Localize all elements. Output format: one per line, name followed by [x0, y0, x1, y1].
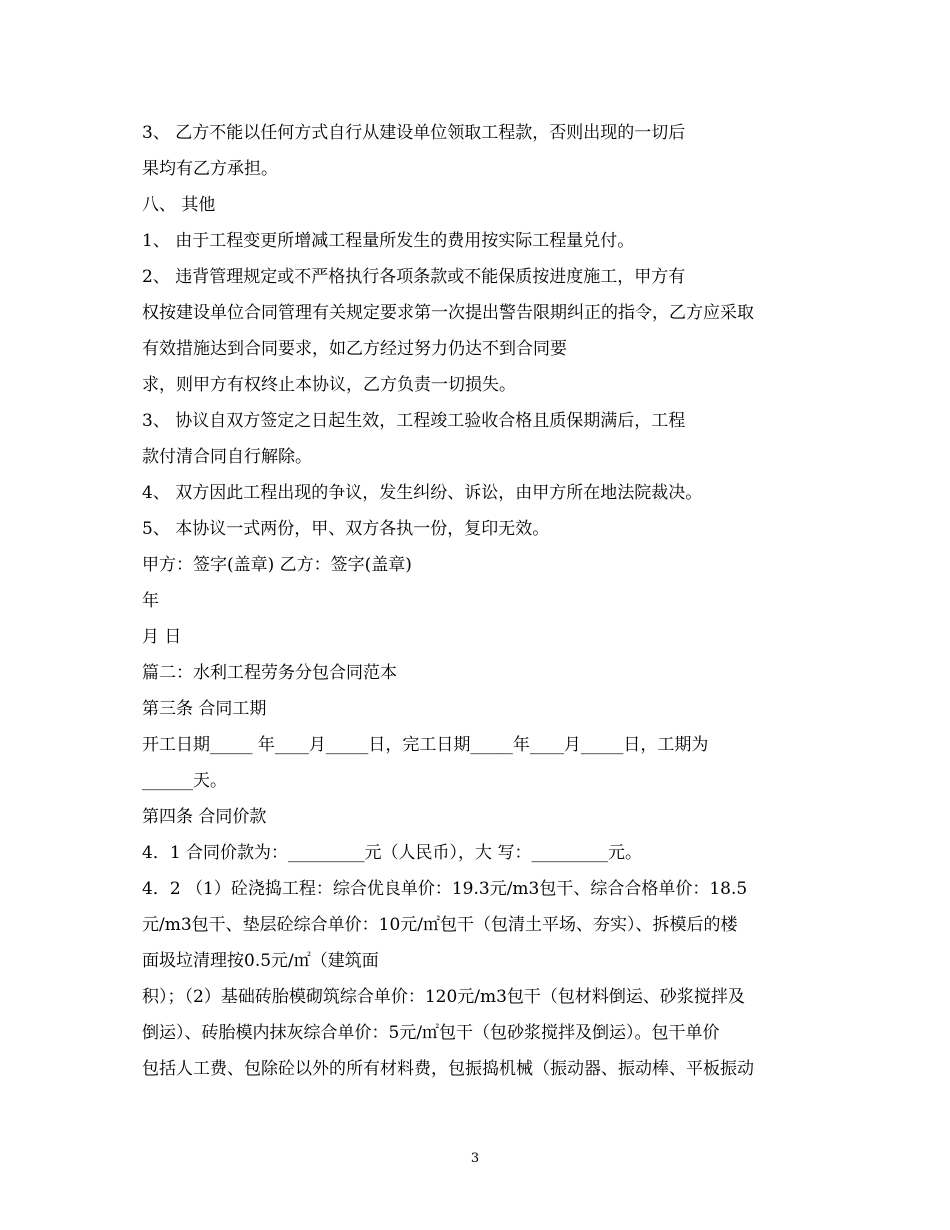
text-line: 开工日期_____ 年____月_____日，完工日期_____年____月_____日，工期为	[142, 735, 709, 755]
text-line: 包括人工费、包除砼以外的所有材料费，包振捣机械（振动器、振动棒、平板振动	[142, 1059, 754, 1079]
text-line: 权按建设单位合同管理有关规定要求第一次提出警告限期纠正的指令，乙方应采取	[142, 303, 754, 323]
text-line: 有效措施达到合同要求，如乙方经过努力仍达不到合同要	[142, 339, 567, 359]
text-line: 5、 本协议一式两份，甲、双方各执一份，复印无效。	[142, 519, 550, 539]
text-line: 3、 协议自双方签定之日起生效，工程竣工验收合格且质保期满后，工程	[142, 411, 686, 431]
signature-line: 甲方：签字(盖章) 乙方：签字(盖章)	[142, 555, 412, 575]
text-line: 款付清合同自行解除。	[142, 447, 312, 467]
text-line: ______天。	[142, 771, 227, 791]
text-line: 4．1 合同价款为：_________元（人民币），大 写：_________元。	[142, 843, 642, 863]
text-line: 4、 双方因此工程出现的争议，发生纠纷、诉讼，由甲方所在地法院裁决。	[142, 483, 703, 503]
text-line: 3、 乙方不能以任何方式自行从建设单位领取工程款，否则出现的一切后	[142, 123, 686, 143]
text-line: 1、 由于工程变更所增减工程量所发生的费用按实际工程量兑付。	[142, 231, 635, 251]
text-line: 2、 违背管理规定或不严格执行各项条款或不能保质按进度施工，甲方有	[142, 267, 686, 287]
date-month-day: 月 日	[142, 627, 182, 647]
page-number: 3	[470, 1151, 480, 1166]
article-heading: 第三条 合同工期	[142, 699, 267, 719]
section-heading: 八、 其他	[142, 195, 216, 215]
article-heading: 第四条 合同价款	[142, 807, 267, 827]
text-line: 4．2 （1）砼浇捣工程：综合优良单价：19.3元/m3包干、综合合格单价：18.5	[142, 879, 748, 899]
text-line: 求，则甲方有权终止本协议，乙方负责一切损失。	[142, 375, 516, 395]
text-line: 积）；（2）基础砖胎模砌筑综合单价：120元/m3包干（包材料倒运、砂浆搅拌及	[142, 987, 745, 1007]
text-line: 倒运）、砖胎模内抹灰综合单价：5元/㎡包干（包砂浆搅拌及倒运）。包干单价	[142, 1023, 720, 1043]
text-line: 果均有乙方承担。	[142, 159, 278, 179]
date-year: 年	[142, 591, 159, 611]
text-line: 面圾垃清理按0.5元/㎡（建筑面	[142, 951, 379, 971]
text-line: 元/m3包干、垫层砼综合单价：10元/㎡包干（包清土平场、夯实）、拆模后的楼	[142, 915, 738, 935]
chapter-title: 篇二：水利工程劳务分包合同范本	[142, 663, 397, 683]
